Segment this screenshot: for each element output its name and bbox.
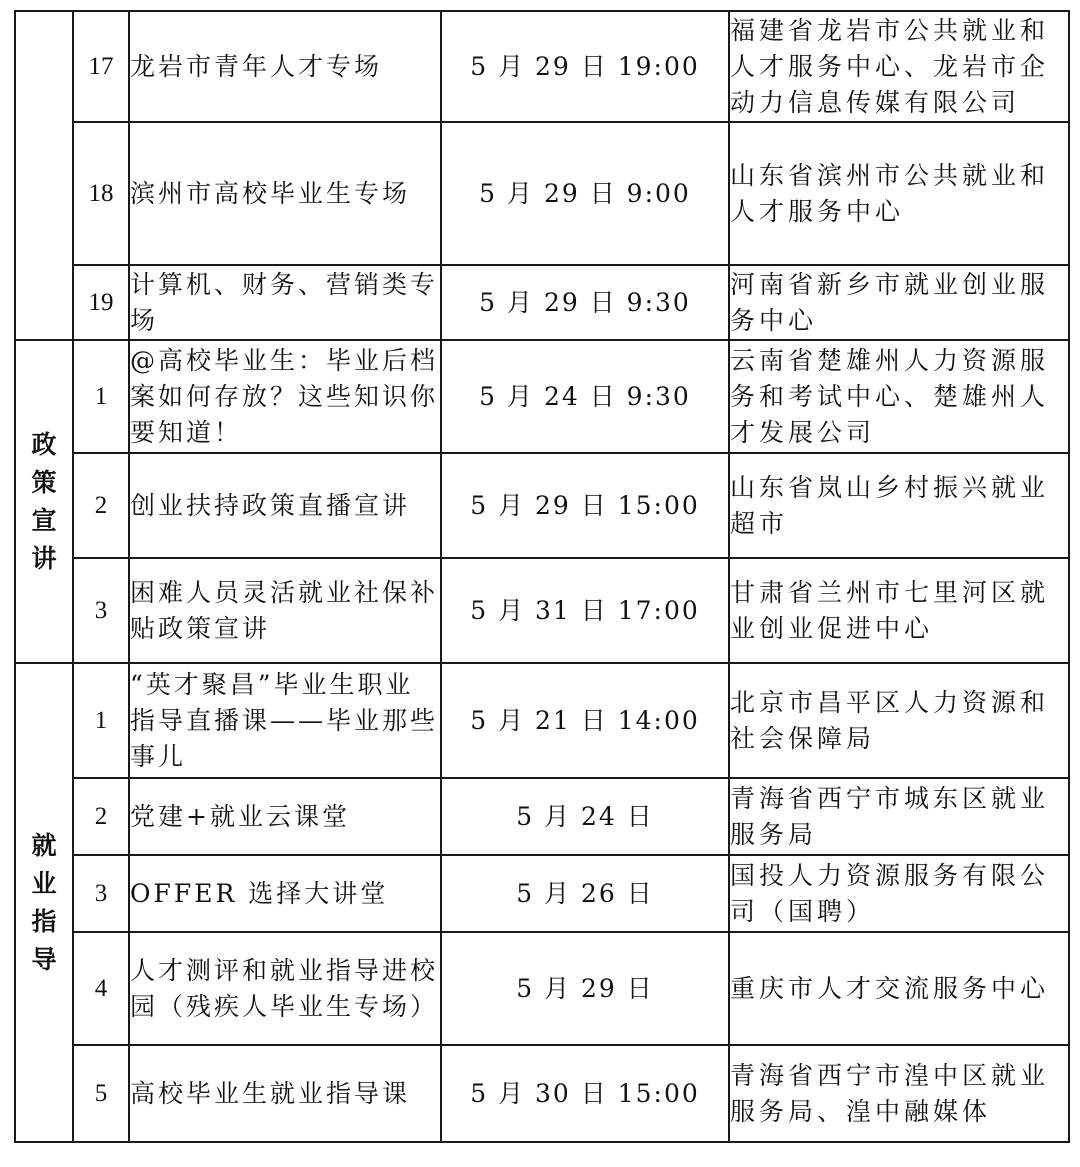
event-name: @高校毕业生：毕业后档案如何存放？这些知识你要知道！ [129,340,441,453]
category-label: 就业指导 [31,830,57,974]
event-organizer: 北京市昌平区人力资源和社会保障局 [729,663,1069,778]
event-name: 党建+就业云课堂 [129,778,441,855]
event-time: 5 月 29 日 9:30 [441,265,729,340]
category-cell-guidance [15,663,73,1142]
event-organizer: 青海省西宁市湟中区就业服务局、湟中融媒体 [729,1045,1069,1142]
event-time: 5 月 29 日 [441,932,729,1045]
event-time: 5 月 29 日 19:00 [441,11,729,122]
row-number: 4 [73,932,129,1045]
event-organizer: 山东省滨州市公共就业和人才服务中心 [729,122,1069,265]
event-organizer: 山东省岚山乡村振兴就业超市 [729,453,1069,558]
row-number: 3 [73,855,129,932]
table-row [15,778,1069,855]
table-row [15,265,1069,340]
row-number: 19 [73,265,129,340]
event-name: 滨州市高校毕业生专场 [129,122,441,265]
event-organizer: 国投人力资源服务有限公司（国聘） [729,855,1069,932]
table-row [15,558,1069,663]
event-name: “英才聚昌”毕业生职业指导直播课——毕业那些事儿 [129,663,441,778]
row-number: 1 [73,663,129,778]
table-row [15,340,1069,453]
event-name: 困难人员灵活就业社保补贴政策宣讲 [129,558,441,663]
event-time: 5 月 24 日 [441,778,729,855]
row-number: 1 [73,340,129,453]
row-number: 2 [73,453,129,558]
event-time: 5 月 21 日 14:00 [441,663,729,778]
event-organizer: 青海省西宁市城东区就业服务局 [729,778,1069,855]
event-name: 高校毕业生就业指导课 [129,1045,441,1142]
category-cell-policy [15,340,73,663]
row-number: 17 [73,11,129,122]
row-number: 3 [73,558,129,663]
event-time: 5 月 31 日 17:00 [441,558,729,663]
event-organizer: 甘肃省兰州市七里河区就业创业促进中心 [729,558,1069,663]
event-name: 计算机、财务、营销类专场 [129,265,441,340]
table-row [15,855,1069,932]
category-cell-continued [15,11,73,340]
row-number: 2 [73,778,129,855]
event-organizer: 云南省楚雄州人力资源服务和考试中心、楚雄州人才发展公司 [729,340,1069,453]
category-label: 政策宣讲 [31,429,57,573]
event-organizer: 河南省新乡市就业创业服务中心 [729,265,1069,340]
event-organizer: 重庆市人才交流服务中心 [729,932,1069,1045]
table-row [15,453,1069,558]
row-number: 5 [73,1045,129,1142]
table-row [15,11,1069,122]
row-number: 18 [73,122,129,265]
event-time: 5 月 24 日 9:30 [441,340,729,453]
event-name: 龙岩市青年人才专场 [129,11,441,122]
event-time: 5 月 26 日 [441,855,729,932]
event-name: OFFER 选择大讲堂 [129,855,441,932]
table-row [15,932,1069,1045]
event-time: 5 月 29 日 15:00 [441,453,729,558]
event-name: 创业扶持政策直播宣讲 [129,453,441,558]
table-row [15,1045,1069,1142]
event-name: 人才测评和就业指导进校园（残疾人毕业生专场） [129,932,441,1045]
table-row [15,122,1069,265]
event-schedule-table [14,10,1070,1143]
event-organizer: 福建省龙岩市公共就业和人才服务中心、龙岩市企动力信息传媒有限公司 [729,11,1069,122]
event-time: 5 月 30 日 15:00 [441,1045,729,1142]
event-time: 5 月 29 日 9:00 [441,122,729,265]
table-row [15,663,1069,778]
